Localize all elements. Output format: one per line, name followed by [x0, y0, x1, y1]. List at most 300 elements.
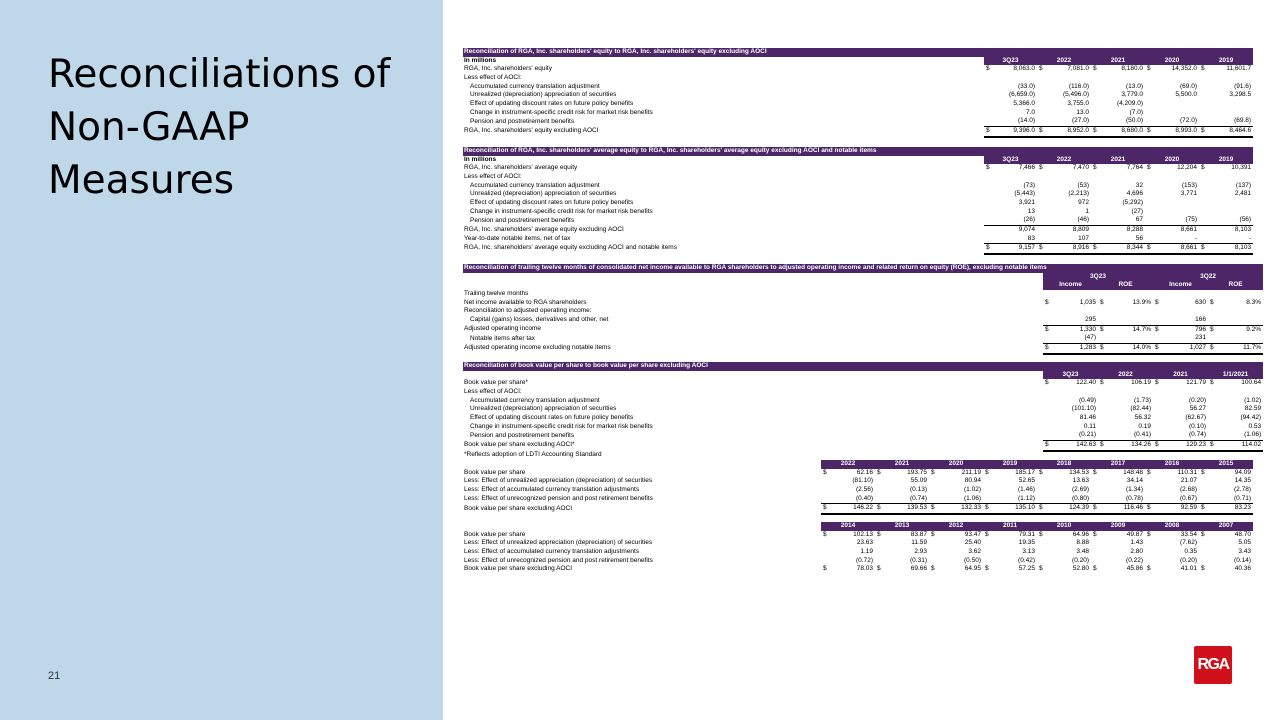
dollar-sign: [1199, 486, 1206, 495]
cell-value: 8.3%: [1246, 298, 1262, 306]
dollar-sign: [1208, 414, 1215, 423]
row-label: RGA, Inc. shareholders' average equity excluding AOCI: [464, 225, 624, 233]
cell-value: (101.10): [1071, 405, 1096, 413]
dollar-sign: $: [1153, 440, 1160, 450]
row-label: Change in instrument-specific credit risk for market risk benefits: [470, 207, 653, 215]
table-row: [463, 557, 1253, 566]
dollar-sign: [1098, 405, 1105, 414]
dollar-sign: [1199, 477, 1206, 486]
cell-value: (4,209.0): [1116, 99, 1143, 107]
cell-value: 110.31: [1177, 468, 1197, 476]
dollar-sign: $: [1147, 530, 1151, 538]
dollar-sign: [984, 190, 991, 199]
dollar-sign: $: [1153, 343, 1160, 353]
dollar-sign: [1153, 388, 1160, 397]
column-header: 2008: [1145, 522, 1199, 531]
cell-value: 11.7%: [1215, 343, 1263, 353]
dollar-sign: [929, 477, 936, 486]
dollar-sign: [875, 495, 882, 504]
cell-value: (0.80): [1044, 495, 1091, 504]
table-title: Reconciliation of RGA, Inc. shareholders' equity to RGA, Inc. shareholders' equity excluding AOCI: [463, 48, 1253, 57]
dollar-sign: [1043, 334, 1050, 343]
dollar-sign: [1091, 208, 1098, 217]
cell-value: 0.35: [1184, 547, 1198, 555]
dollar-sign: $: [1043, 440, 1050, 450]
table-row: [463, 477, 1253, 486]
cell-value: -: [1152, 235, 1199, 244]
cell-value: 8,103: [1206, 244, 1253, 254]
dollar-sign: [1043, 423, 1050, 432]
table-row: [463, 565, 1253, 574]
cell-value: (0.71): [1206, 495, 1253, 504]
cell-value: 33.54: [1180, 530, 1198, 538]
column-header: 2007: [1199, 522, 1253, 531]
dollar-sign: [1037, 235, 1044, 244]
dollar-sign: [1098, 397, 1105, 406]
row-label: RGA, Inc. shareholders' equity: [464, 65, 552, 73]
row-label: Unrealized (depreciation) appreciation of securities: [470, 190, 617, 198]
dollar-sign: $: [1210, 379, 1214, 387]
cell-value: [1206, 100, 1253, 109]
cell-value: (0.14): [1234, 556, 1252, 564]
rga-logo: [1194, 646, 1232, 684]
dollar-sign: $: [1037, 244, 1044, 254]
dollar-sign: $: [1091, 126, 1098, 136]
cell-value: [1105, 451, 1153, 461]
cell-value: (47): [1050, 334, 1098, 343]
cell-value: (0.22): [1126, 556, 1144, 564]
row-label: Book value per share excluding AOCI: [464, 504, 573, 512]
cell-value: (2.69): [1072, 485, 1089, 493]
dollar-sign: [1208, 405, 1215, 414]
column-header: Income: [1153, 281, 1208, 290]
column-header: 1/1/2021: [1208, 371, 1263, 380]
dollar-sign: [1145, 117, 1152, 126]
dollar-sign: $: [983, 504, 990, 514]
cell-value: 0.11: [1083, 422, 1096, 430]
cell-value: (73): [1023, 181, 1035, 189]
dollar-sign: [1145, 83, 1152, 92]
dollar-sign: [1098, 423, 1105, 432]
row-label: Less effect of AOCI:: [464, 73, 522, 81]
cell-value: 41.01: [1180, 565, 1198, 573]
column-header: 2019: [983, 460, 1037, 469]
dollar-sign: [1199, 539, 1206, 548]
cell-value: [1050, 388, 1098, 397]
cell-value: (0.50): [964, 556, 981, 564]
cell-value: (0.74): [1160, 431, 1208, 440]
group-header-row: [463, 273, 1263, 282]
column-header: 3Q23: [984, 156, 1037, 165]
cell-value: 3.43: [1238, 547, 1252, 555]
cell-value: [1152, 208, 1199, 217]
cell-value: (0.78): [1098, 495, 1145, 504]
cell-value: (69.0): [1180, 82, 1197, 90]
cell-value: 9,396.0: [991, 126, 1037, 136]
dollar-sign: [1037, 173, 1044, 182]
dollar-sign: $: [1199, 504, 1206, 514]
dollar-sign: [1037, 83, 1044, 92]
dollar-sign: [1091, 109, 1098, 118]
column-header: 2013: [875, 522, 929, 531]
table-row: [463, 244, 1253, 254]
header-label: [463, 522, 821, 531]
dollar-sign: [1199, 557, 1206, 566]
dollar-sign: [1098, 388, 1105, 397]
cell-value: 2,481: [1234, 190, 1252, 198]
header-spacer: [463, 273, 1043, 282]
row-label: Accumulated currency translation adjustment: [470, 181, 600, 189]
table-row: [463, 504, 1253, 514]
cell-value: 14,352.0: [1171, 65, 1197, 73]
row-label: Less: Effect of accumulated currency translation adjustments: [464, 547, 640, 555]
cell-value: [1206, 199, 1253, 208]
column-header: 2019: [1199, 156, 1253, 165]
row-label: Book value per share excluding AOCI: [464, 565, 573, 573]
cell-value: (0.74): [882, 495, 929, 504]
dollar-sign: $: [1201, 468, 1205, 476]
cell-value: [1152, 109, 1199, 118]
row-label: Notable items after tax: [470, 334, 536, 342]
row-label: Effect of updating discount rates on future policy benefits: [470, 99, 634, 107]
dollar-sign: $: [929, 504, 936, 514]
cell-value: [1215, 334, 1263, 343]
cell-value: (72.0): [1152, 117, 1199, 126]
cell-value: (0.10): [1189, 422, 1206, 430]
dollar-sign: [875, 486, 882, 495]
dollar-sign: [1091, 548, 1098, 557]
dollar-sign: $: [877, 468, 881, 476]
cell-value: (0.41): [1105, 431, 1153, 440]
row-label: Less: Effect of accumulated currency translation adjustments: [464, 485, 640, 493]
dollar-sign: [1145, 477, 1152, 486]
dollar-sign: $: [1045, 379, 1049, 387]
cell-value: [1206, 173, 1253, 182]
cell-value: [1152, 100, 1199, 109]
cell-value: 57.25: [1018, 565, 1036, 573]
cell-value: 80.94: [964, 477, 981, 485]
table-row: [463, 414, 1263, 423]
dollar-sign: [929, 486, 936, 495]
dollar-sign: [1145, 199, 1152, 208]
dollar-sign: $: [1155, 379, 1159, 387]
cell-value: [1160, 388, 1208, 397]
row-label: Book value per share: [464, 530, 526, 538]
column-header: 3Q23: [1043, 371, 1098, 380]
cell-value: 114.02: [1215, 440, 1263, 450]
cell-value: 92.59: [1152, 504, 1199, 514]
column-header: ROE: [1098, 281, 1153, 290]
column-header: 2009: [1091, 522, 1145, 531]
cell-value: 134.26: [1105, 440, 1153, 450]
row-label: Adjusted operating income excluding notable items: [464, 344, 611, 352]
cell-value: 8,916: [1044, 244, 1091, 254]
cell-value: 56.32: [1134, 413, 1151, 421]
cell-value: -: [1206, 235, 1253, 244]
cell-value: (5,292): [1122, 198, 1143, 206]
reconciliation-table-1: [463, 48, 1253, 138]
dollar-sign: [1153, 397, 1160, 406]
column-header: 2022: [1037, 156, 1091, 165]
cell-value: 166: [1160, 316, 1208, 325]
dollar-sign: [1199, 548, 1206, 557]
dollar-sign: [875, 539, 882, 548]
column-header-row: [463, 371, 1263, 380]
cell-value: (50.0): [1098, 117, 1145, 126]
dollar-sign: [875, 477, 882, 486]
dollar-sign: [1208, 334, 1215, 343]
dollar-sign: $: [985, 530, 989, 538]
dollar-sign: [1208, 316, 1215, 325]
dollar-sign: $: [1100, 379, 1104, 387]
dollar-sign: [1145, 486, 1152, 495]
column-header: 2020: [929, 460, 983, 469]
dollar-sign: $: [875, 504, 882, 514]
row-label: Adjusted operating income: [464, 325, 541, 333]
dollar-sign: [1037, 486, 1044, 495]
row-label: Unrealized (depreciation) appreciation of securities: [470, 405, 617, 413]
dollar-sign: [1145, 109, 1152, 118]
dollar-sign: $: [1037, 504, 1044, 514]
table-row: [463, 100, 1253, 109]
row-label: Pension and postretirement benefits: [470, 431, 575, 439]
cell-value: 13.63: [1072, 477, 1089, 485]
dollar-sign: [1153, 307, 1160, 316]
column-header: 2016: [1145, 460, 1199, 469]
table-row: [463, 343, 1263, 353]
cell-value: 45.86: [1126, 565, 1144, 573]
dollar-sign: [1145, 216, 1152, 225]
dollar-sign: $: [1039, 530, 1043, 538]
cell-value: 12,204: [1177, 164, 1197, 172]
dollar-sign: $: [1091, 504, 1098, 514]
dollar-sign: $: [986, 164, 990, 172]
dollar-sign: $: [1100, 298, 1104, 306]
dollar-sign: [1145, 208, 1152, 217]
cell-value: (81.10): [852, 477, 873, 485]
dollar-sign: [1208, 307, 1215, 316]
table-row: [463, 397, 1263, 406]
dollar-sign: $: [1100, 325, 1104, 333]
dollar-sign: [1145, 539, 1152, 548]
cell-value: 8,661: [1152, 244, 1199, 254]
cell-value: 7,081.0: [1067, 65, 1089, 73]
data-table: [463, 48, 1253, 138]
dollar-sign: [1043, 388, 1050, 397]
dollar-sign: [1091, 216, 1098, 225]
dollar-sign: [1043, 316, 1050, 325]
cell-value: 14.35: [1234, 477, 1251, 485]
dollar-sign: [1208, 388, 1215, 397]
row-label: Book value per share: [464, 468, 526, 476]
cell-value: 8,180.0: [1121, 65, 1143, 73]
dollar-sign: [1199, 216, 1206, 225]
column-header: 2017: [1091, 460, 1145, 469]
header-label: In millions: [464, 155, 497, 163]
dollar-sign: $: [1093, 530, 1097, 538]
dollar-sign: $: [1208, 440, 1215, 450]
table-row: [463, 65, 1253, 74]
cell-value: (27): [1131, 207, 1143, 215]
dollar-sign: $: [823, 530, 827, 538]
cell-value: 34.14: [1126, 477, 1143, 485]
cell-value: (5,496.0): [1062, 91, 1089, 99]
table-row: [463, 325, 1263, 334]
table-row: [463, 423, 1263, 432]
dollar-sign: [1199, 208, 1206, 217]
cell-value: 62.16: [856, 468, 873, 476]
dollar-sign: [984, 235, 991, 244]
dollar-sign: $: [1210, 325, 1214, 333]
dollar-sign: [1145, 173, 1152, 182]
dollar-sign: [929, 557, 936, 566]
cell-value: (1.34): [1126, 485, 1143, 493]
table-row: [463, 531, 1253, 540]
dollar-sign: [1098, 290, 1105, 299]
dollar-sign: [1199, 109, 1206, 118]
dollar-sign: $: [1091, 244, 1098, 254]
dollar-sign: [1199, 173, 1206, 182]
table-title-row: [463, 147, 1253, 156]
dollar-sign: [1037, 190, 1044, 199]
cell-value: 134.53: [1069, 468, 1089, 476]
dollar-sign: [1091, 190, 1098, 199]
cell-value: (0.42): [1018, 556, 1036, 564]
row-label: Less: Effect of unrealized appreciation (depreciation) of securities: [464, 539, 653, 547]
cell-value: 13.9%: [1132, 298, 1151, 306]
row-label: *Reflects adoption of LDTI Accounting Standard: [464, 451, 602, 459]
dollar-sign: [1153, 290, 1160, 299]
cell-value: (1.06): [1215, 431, 1263, 440]
dollar-sign: [1037, 477, 1044, 486]
cell-value: 3.13: [1022, 547, 1036, 555]
dollar-sign: [1037, 548, 1044, 557]
table-title-row: [463, 362, 1263, 371]
reconciliation-table-5: [463, 460, 1253, 515]
cell-value: (5,443): [1014, 190, 1035, 198]
cell-value: (91.6): [1234, 82, 1252, 90]
column-header-row: [463, 460, 1253, 469]
table-row: [463, 74, 1253, 83]
row-label: Accumulated currency translation adjustment: [470, 396, 600, 404]
cell-value: 132.33: [936, 504, 983, 514]
column-header: 2011: [983, 522, 1037, 531]
cell-value: 8,680.0: [1098, 126, 1145, 136]
dollar-sign: $: [1039, 565, 1043, 573]
cell-value: (2.68): [1180, 485, 1197, 493]
cell-value: 139.53: [882, 504, 929, 514]
data-table: [463, 522, 1253, 574]
cell-value: [1105, 388, 1153, 397]
dollar-sign: $: [877, 565, 881, 573]
dollar-sign: [1098, 431, 1105, 440]
cell-value: 64.96: [1072, 530, 1090, 538]
row-label: Net income available to RGA shareholders: [464, 298, 587, 306]
column-header: ROE: [1208, 281, 1263, 290]
dollar-sign: [1145, 100, 1152, 109]
dollar-sign: [1153, 334, 1160, 343]
row-label: Less effect of AOCI:: [464, 172, 522, 180]
row-label: Effect of updating discount rates on future policy benefits: [470, 198, 634, 206]
data-table: [463, 147, 1253, 255]
dollar-sign: $: [1201, 530, 1205, 538]
data-table: [463, 460, 1253, 515]
dollar-sign: [1043, 307, 1050, 316]
cell-value: 19.35: [1018, 539, 1036, 547]
cell-value: [1050, 307, 1098, 316]
dollar-sign: $: [1098, 343, 1105, 353]
cell-value: (33.0): [1018, 82, 1035, 90]
cell-value: 3,755.0: [1067, 99, 1089, 107]
dollar-sign: $: [1147, 65, 1151, 73]
dollar-sign: [821, 548, 828, 557]
table-row: [463, 235, 1253, 244]
table-row: [463, 548, 1253, 557]
cell-value: 116.46: [1098, 504, 1145, 514]
dollar-sign: [1091, 477, 1098, 486]
cell-value: (0.72): [856, 556, 873, 564]
dollar-sign: [929, 548, 936, 557]
slide-title: Reconciliations of Non-GAAP Measures: [48, 52, 391, 203]
dollar-sign: [821, 557, 828, 566]
column-header: 2012: [929, 522, 983, 531]
cell-value: 8,063.0: [1013, 65, 1035, 73]
dollar-sign: $: [1093, 565, 1097, 573]
cell-value: 9,157: [991, 244, 1037, 254]
dollar-sign: $: [1147, 468, 1151, 476]
dollar-sign: $: [1039, 164, 1043, 172]
header-label: [463, 371, 1043, 380]
cell-value: 10,391: [1231, 164, 1252, 172]
cell-value: 148.48: [1123, 468, 1143, 476]
cell-value: 55.09: [910, 477, 927, 485]
dollar-sign: [1145, 225, 1152, 234]
cell-value: 8,993.0: [1152, 126, 1199, 136]
dollar-sign: $: [1201, 565, 1205, 573]
cell-value: [1105, 334, 1153, 343]
dollar-sign: [1037, 182, 1044, 191]
dollar-sign: $: [1145, 504, 1152, 514]
cell-value: (0.13): [910, 485, 927, 493]
dollar-sign: [1208, 431, 1215, 440]
row-label: Change in instrument-specific credit risk for market risk benefits: [470, 422, 653, 430]
cell-value: (13.0): [1126, 82, 1143, 90]
cell-value: 8,103: [1234, 225, 1252, 233]
row-label: Change in instrument-specific credit risk for market risk benefits: [470, 108, 653, 116]
data-table: [463, 362, 1263, 460]
cell-value: [1206, 109, 1253, 118]
dollar-sign: $: [1199, 244, 1206, 254]
cell-value: (116.0): [1068, 82, 1089, 90]
dollar-sign: [1153, 316, 1160, 325]
cell-value: (2,213): [1068, 190, 1089, 198]
cell-value: [1044, 74, 1091, 83]
dollar-sign: [1091, 495, 1098, 504]
dollar-sign: $: [1201, 65, 1205, 73]
dollar-sign: $: [1155, 325, 1159, 333]
dollar-sign: [1091, 235, 1098, 244]
cell-value: (0.31): [910, 556, 927, 564]
cell-value: [1152, 74, 1199, 83]
cell-value: 32: [1135, 181, 1143, 189]
cell-value: (2.78): [1234, 485, 1251, 493]
reconciliation-table-6: [463, 522, 1253, 574]
cell-value: (75): [1152, 216, 1199, 225]
dollar-sign: [1098, 414, 1105, 423]
cell-value: [991, 173, 1037, 182]
dollar-sign: [984, 173, 991, 182]
column-header: 2010: [1037, 522, 1091, 531]
